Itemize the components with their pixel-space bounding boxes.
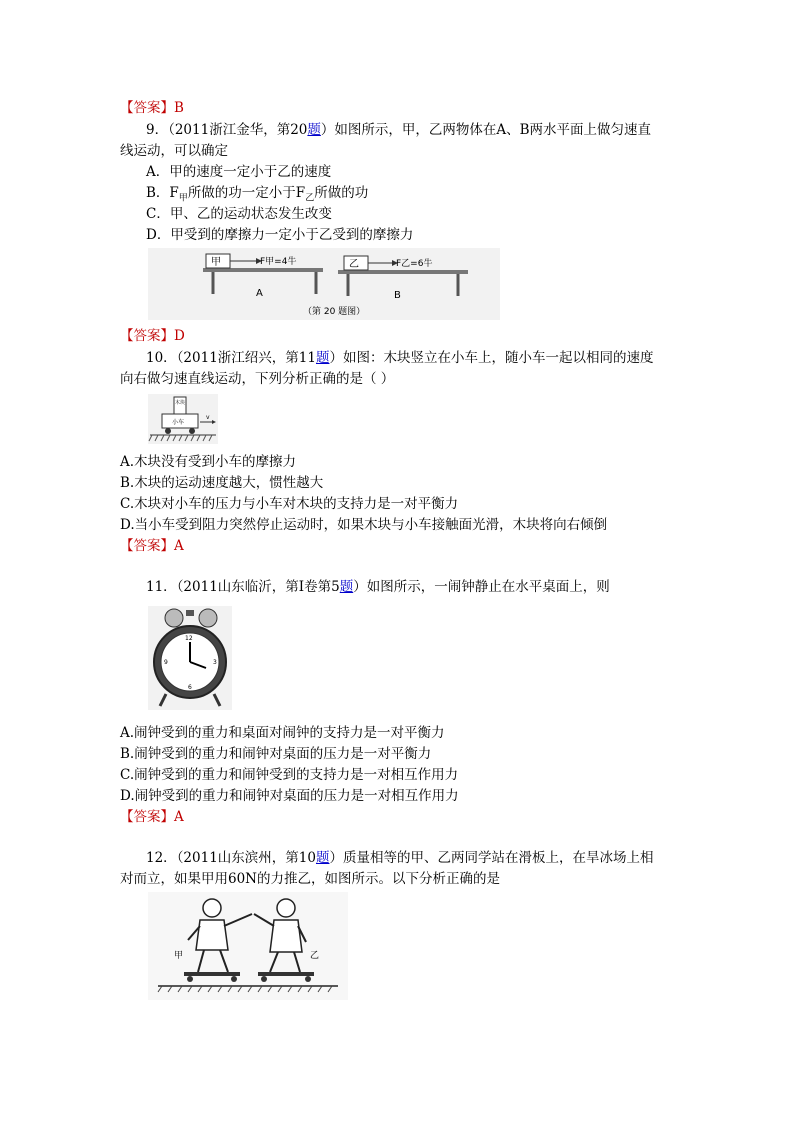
source-text: （2011山东临沂，第Ⅰ卷第5 <box>176 579 340 595</box>
question-stem <box>146 120 651 140</box>
surface-a <box>203 268 323 272</box>
figure-q10 <box>148 394 218 444</box>
answer-line <box>120 807 184 827</box>
option-c: C.闹钟受到的重力和闹钟受到的支持力是一对相互作用力 <box>120 767 459 783</box>
surface-b <box>338 270 468 274</box>
stem-text: 如图所示，一闹钟静止在水平桌面上，则 <box>366 579 610 595</box>
option-b: B.闹钟受到的重力和闹钟对桌面的压力是一对平衡力 <box>120 746 432 762</box>
question-stem <box>146 848 653 868</box>
stem-continued: 向右做匀速直线运动，下列分析正确的是（ ） <box>120 371 395 387</box>
question-number: 10． <box>146 350 177 366</box>
surface-a-label: A <box>256 288 263 299</box>
figure-q9-drawing <box>148 248 500 320</box>
option-b: B．$F_甲$所做的功一定小于$F_乙$所做的功 <box>146 185 369 204</box>
answer-label: 【答案】 <box>120 809 174 825</box>
source-link[interactable]: 题 <box>315 850 330 866</box>
option-a: A．甲的速度一定小于乙的速度 <box>146 164 332 180</box>
cart-label: 小车 <box>172 419 185 426</box>
source-text: （2011山东滨州，第10 <box>176 850 316 866</box>
skaters-drawing <box>148 892 348 1000</box>
option-d: D.当小车受到阻力突然停止运动时，如果木块与小车接触面光滑，木块将向右倾倒 <box>120 517 608 533</box>
source-text: （2011浙江绍兴，第11 <box>176 350 316 366</box>
person-jia-label: 甲 <box>174 951 184 961</box>
option-d: D．甲受到的摩擦力一定小于乙受到的摩擦力 <box>146 227 414 243</box>
alarm-clock-icon <box>148 606 232 710</box>
option-c: C.木块对小车的压力与小车对木块的支持力是一对平衡力 <box>120 496 459 512</box>
stem-text: 质量相等的甲、乙两同学站在滑板上，在旱冰场上相 <box>342 850 654 866</box>
figure-q11-alarm-clock <box>148 606 232 710</box>
svg-text:9: 9 <box>164 659 168 666</box>
source-text-end: ） <box>353 579 367 595</box>
answer-line <box>120 326 185 346</box>
source-link[interactable]: 题 <box>339 579 354 595</box>
answer-line <box>120 536 184 556</box>
block-jia-label: 甲 <box>211 257 221 268</box>
figure-caption: （第 20 题图） <box>303 307 366 317</box>
source-link[interactable]: 题 <box>307 122 321 138</box>
figure-q9 <box>148 248 500 320</box>
option-a: A.闹钟受到的重力和桌面对闹钟的支持力是一对平衡力 <box>120 725 445 741</box>
source-text-end: ） <box>320 122 335 138</box>
stem-text: 如图：木块竖立在小车上，随小车一起以相同的速度 <box>342 350 654 366</box>
force-left-label: F甲=4牛 <box>260 257 297 267</box>
svg-text:6: 6 <box>188 684 192 691</box>
option-b: B.木块的运动速度越大，惯性越大 <box>120 475 324 491</box>
answer-label: 【答案】 <box>120 328 174 344</box>
question-number: 12． <box>146 850 177 866</box>
force-right-label: F乙=6牛 <box>396 259 433 269</box>
answer-value: A <box>174 538 184 554</box>
question-stem <box>146 577 610 597</box>
answer-value: D <box>174 328 185 344</box>
answer-line <box>120 98 184 118</box>
surface-b-label: B <box>394 290 401 301</box>
source-link[interactable]: 题 <box>315 350 330 366</box>
svg-text:12: 12 <box>185 635 193 642</box>
option-d: D.闹钟受到的重力和闹钟对桌面的压力是一对相互作用力 <box>120 788 459 804</box>
wood-block-label: 木块 <box>175 400 186 406</box>
svg-text:3: 3 <box>213 659 217 666</box>
answer-label: 【答案】 <box>120 100 174 116</box>
source-text-end: ） <box>329 350 343 366</box>
question-number: 9． <box>146 122 169 138</box>
question-number: 11． <box>146 579 177 595</box>
answer-value: A <box>174 809 184 825</box>
question-stem <box>146 348 653 368</box>
answer-label: 【答案】 <box>120 538 174 554</box>
source-text: （2011浙江金华，第20 <box>168 122 308 138</box>
block-yi-label: 乙 <box>349 259 359 270</box>
source-text-end: ） <box>329 850 343 866</box>
figure-q10-drawing <box>148 394 218 444</box>
stem-continued: 对而立，如果甲用60N的力推乙，如图所示。以下分析正确的是 <box>120 871 500 887</box>
stem-continued: 线运动，可以确定 <box>120 143 228 159</box>
stem-text: 如图所示，甲，乙两物体在A、B两水平面上做匀速直 <box>334 122 652 138</box>
figure-q12-skaters <box>148 892 348 1000</box>
velocity-label: v <box>206 414 210 421</box>
answer-value: B <box>174 100 184 116</box>
person-yi-label: 乙 <box>310 951 320 961</box>
option-c: C．甲、乙的运动状态发生改变 <box>146 206 332 222</box>
option-a: A.木块没有受到小车的摩擦力 <box>120 454 297 470</box>
